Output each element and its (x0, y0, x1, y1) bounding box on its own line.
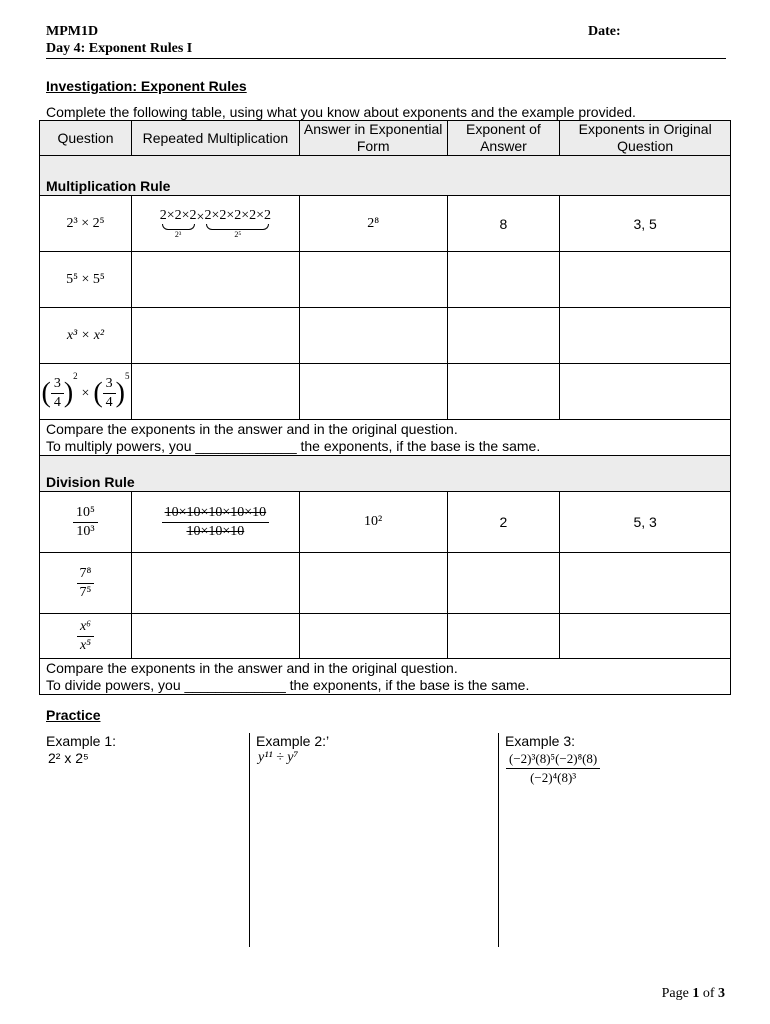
repeated-left: 2×2×2 (159, 208, 197, 223)
column-header: Answer in Exponential Form (299, 121, 447, 156)
original-exponents-cell: 3, 5 (560, 196, 731, 252)
column-header: Exponents in Original Question (560, 121, 731, 156)
repeated-multiplication-cell: 2×2×2 2³ ×2×2×2×2×2 2⁵ (131, 196, 299, 252)
fraction: $\frac{3}{4}$ (51, 375, 64, 412)
compare-line: To divide powers, you _____________ the exponents, if the base is the same. (46, 676, 530, 693)
answer-cell: 2⁸ (299, 196, 447, 252)
answer-blank[interactable] (299, 553, 447, 614)
header-rule (46, 58, 726, 59)
fraction: $\frac{3}{4}$ (103, 375, 116, 412)
exponent-cell: 2 (447, 492, 560, 553)
compare-line: Compare the exponents in the answer and in the original question. (46, 659, 458, 676)
course-code: MPM1D (46, 24, 99, 39)
answer-blank[interactable] (560, 364, 731, 420)
column-header: Repeated Multiplication (131, 121, 299, 156)
date-label: Date: (588, 24, 621, 39)
brace-group (160, 208, 197, 239)
table-header-row (40, 121, 731, 156)
question-cell (40, 614, 132, 659)
exponent-rules-table (39, 120, 731, 695)
answer-blank[interactable] (447, 553, 560, 614)
answer-blank[interactable] (560, 553, 731, 614)
original-exponents-cell: 5, 3 (560, 492, 731, 553)
table-row (40, 553, 731, 614)
table-row (40, 252, 731, 308)
answer-blank[interactable] (447, 614, 560, 659)
fraction: $\frac{\text{(−2)³(8)⁵(−2)⁸(8)}}{\text{(−2)⁴(8)³}}$ (506, 750, 600, 787)
repeated-right: 2×2×2×2×2 (204, 208, 272, 223)
answer-blank[interactable] (447, 252, 560, 308)
multiplication-rule-heading: Multiplication Rule (40, 156, 731, 196)
brace-group (204, 208, 271, 239)
column-header: Exponent of Answer (447, 121, 560, 156)
question-cell (40, 492, 132, 553)
example-3-label: Example 3: (505, 733, 576, 749)
brace-label: 2³ (174, 230, 182, 239)
question-cell: x³ × x² (40, 308, 132, 364)
exponent-cell: 8 (447, 196, 560, 252)
example-2-expression: y¹¹ ÷ y⁷ (258, 750, 299, 765)
answer-blank[interactable] (299, 252, 447, 308)
column-divider (249, 733, 250, 947)
practice-title: Practice (46, 707, 101, 723)
question-cell (40, 553, 132, 614)
answer-blank[interactable] (131, 364, 299, 420)
answer-blank[interactable] (131, 308, 299, 364)
answer-blank[interactable] (299, 614, 447, 659)
compare-line: Compare the exponents in the answer and in the original question. (46, 420, 458, 437)
table-row (40, 364, 731, 420)
table-row (40, 492, 731, 553)
answer-cell: 10² (299, 492, 447, 553)
example-2-label: Example 2:’ (256, 733, 330, 749)
answer-blank[interactable] (560, 614, 731, 659)
table-row (40, 308, 731, 364)
column-divider (498, 733, 499, 947)
example-3-expression (506, 750, 600, 787)
table-row (40, 614, 731, 659)
repeated-multiplication-cell (131, 492, 299, 553)
answer-blank[interactable] (299, 364, 447, 420)
question-cell: 5⁵ × 5⁵ (40, 252, 132, 308)
question-cell: ( $\frac{3}{4}$ )$^2$ × ( $\frac{3}{4}$ )$^5$ (40, 364, 132, 420)
answer-blank[interactable] (447, 364, 560, 420)
answer-blank[interactable] (447, 308, 560, 364)
table-row (40, 196, 731, 252)
investigation-title: Investigation: Exponent Rules (46, 78, 247, 94)
column-header: Question (40, 121, 132, 156)
division-rule-heading: Division Rule (40, 456, 731, 492)
division-compare (40, 659, 731, 695)
investigation-intro: Complete the following table, using what you know about exponents and the example provided. (46, 104, 636, 120)
multiplication-compare (40, 420, 731, 456)
answer-blank[interactable] (131, 252, 299, 308)
answer-blank[interactable] (131, 553, 299, 614)
day-title: Day 4: Exponent Rules I (46, 41, 193, 56)
example-1-label: Example 1: (46, 733, 117, 749)
fraction: $\frac{\text{10⁵}}{\text{10³}}$ (73, 504, 98, 541)
answer-blank[interactable] (560, 252, 731, 308)
fraction: $\frac{10\times 10\times 10\times 10\times 10}{10\times 10\times 10}$ (162, 504, 270, 541)
fraction: $\frac{\text{x⁶}}{\text{x⁵}}$ (77, 618, 94, 655)
answer-blank[interactable] (131, 614, 299, 659)
question-cell: 2³ × 2⁵ (40, 196, 132, 252)
answer-blank[interactable] (299, 308, 447, 364)
fraction: $\frac{\text{7⁸}}{\text{7⁵}}$ (77, 565, 95, 602)
answer-blank[interactable] (560, 308, 731, 364)
brace-label: 2⁵ (234, 230, 242, 239)
example-1-expression: 2² x 2⁵ (48, 750, 89, 766)
page-number: Page 1 of 3 (661, 986, 725, 1001)
compare-line: To multiply powers, you _____________ the exponents, if the base is the same. (46, 437, 541, 454)
